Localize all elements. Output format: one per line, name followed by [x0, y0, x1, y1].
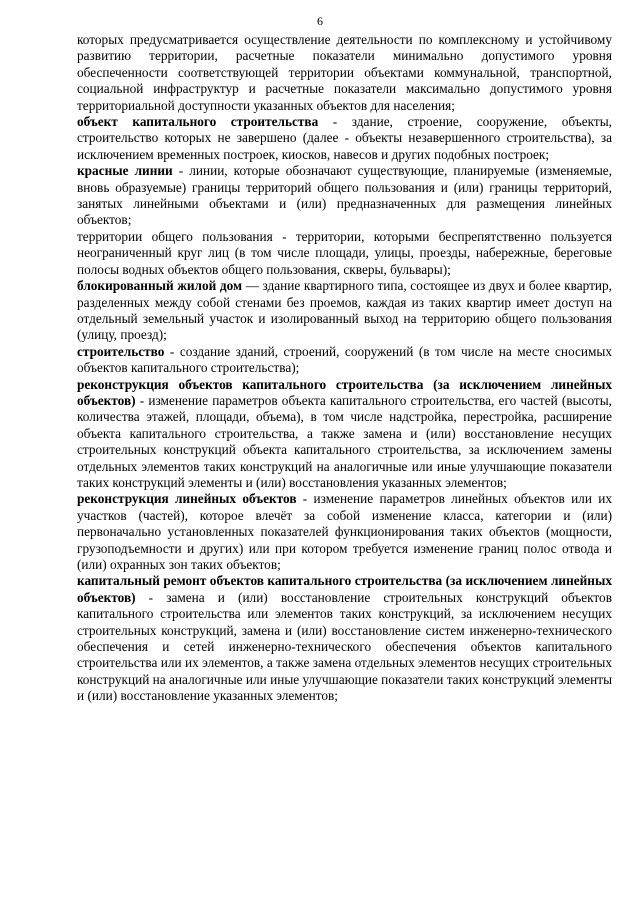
- definition-text: - изменение параметров линейных объектов или их участков (частей), которое влечёт за собой изменение класса, категории и (или) первоначально установленных показателей функционирования таких объектов (мощности, грузоподъемности и других) или при котором требуется изменение границ полос отвода и (или) охранных зон таких объектов;: [77, 491, 612, 572]
- term: реконструкция объектов капитального строительства (за исключением линейных объектов): [77, 376, 612, 408]
- page-number: 6: [317, 14, 323, 28]
- definition-text: - линии, которые обозначают существующие, планируемые (изменяемые, вновь образуемые) границы территорий общего пользования и (или) границы территорий, занятых линейными объектами и (или) предназначенных для размещения линейных объектов;: [77, 163, 612, 228]
- term: красные линии: [77, 163, 173, 179]
- definition-text: территории общего пользования - территории, которыми беспрепятственно пользуется неограниченный круг лиц (в том числе площади, улицы, проезды, набережные, береговые полосы водных объектов общего пользования, скверы, бульвары);: [77, 228, 612, 277]
- paragraph-red-lines: [77, 163, 612, 229]
- paragraph-construction: [77, 344, 612, 377]
- term: объект капитального строительства: [77, 114, 319, 130]
- paragraph-reconstruction-linear: [77, 491, 612, 573]
- paragraph-capital-construction-object: [77, 114, 612, 163]
- term: блокированный жилой дом: [77, 278, 243, 294]
- term: строительство: [77, 343, 165, 359]
- paragraph-reconstruction-capital: [77, 377, 612, 492]
- definition-text: - изменение параметров объекта капитального строительства, его частей (высоты, количества этажей, площади, объема), в том числе надстройка, перестройка, расширение объекта капитального строительства, а также замена и (или) восстановление несущих строительных конструкций объекта капитального строительства, за исключением замены отдельных элементов таких конструкций на аналогичные или иные улучшающие показатели таких конструкций элементы и (или) восстановления указанных элементов;: [77, 392, 612, 490]
- paragraph-continuation: [77, 32, 612, 114]
- paragraph-capital-repair: [77, 573, 612, 704]
- definition-text: - замена и (или) восстановление строительных конструкций объектов капитального строительства или элементов таких конструкций, за исключением несущих строительных конструкций, замена и (или) восстановление систем инженерно-технического обеспечения и сетей инженерно-технического обеспечения объектов капитального строительства или их элементов, а также замена отдельных элементов несущих строительных конструкций на аналогичные или иные улучшающие показатели таких конструкций элементы и (или) восстановление указанных элементов;: [77, 589, 612, 704]
- paragraph-blocked-house: [77, 278, 612, 344]
- definition-text: - создание зданий, строений, сооружений (в том числе на месте сносимых объектов капитального строительства);: [77, 343, 612, 376]
- document-body: [77, 32, 612, 705]
- term: капитальный ремонт объектов капитального строительства (за исключением линейных объектов): [77, 573, 612, 605]
- term: реконструкция линейных объектов: [77, 491, 297, 507]
- paragraph-public-territories: [77, 229, 612, 278]
- definition-text: которых предусматривается осуществление деятельности по комплексному и устойчивому развитию территории, расчетные показатели минимально допустимого уровня обеспеченности соответствующей территории объектами коммунальной, транспортной, социальной инфраструктур и расчетные показатели максимально допустимого уровня территориальной доступности указанных объектов для населения;: [77, 32, 612, 113]
- definition-text: - здание, строение, сооружение, объекты, строительство которых не завершено (далее - объекты незавершенного строительства), за исключением временных построек, киосков, навесов и других подобных построек;: [77, 114, 612, 162]
- definition-text: — здание квартирного типа, состоящее из двух и более квартир, разделенных между собой стенами без проемов, каждая из таких квартир имеет доступ на отдельный земельный участок и изолированный выход на территорию общего пользования (улицу, проезд);: [77, 278, 612, 343]
